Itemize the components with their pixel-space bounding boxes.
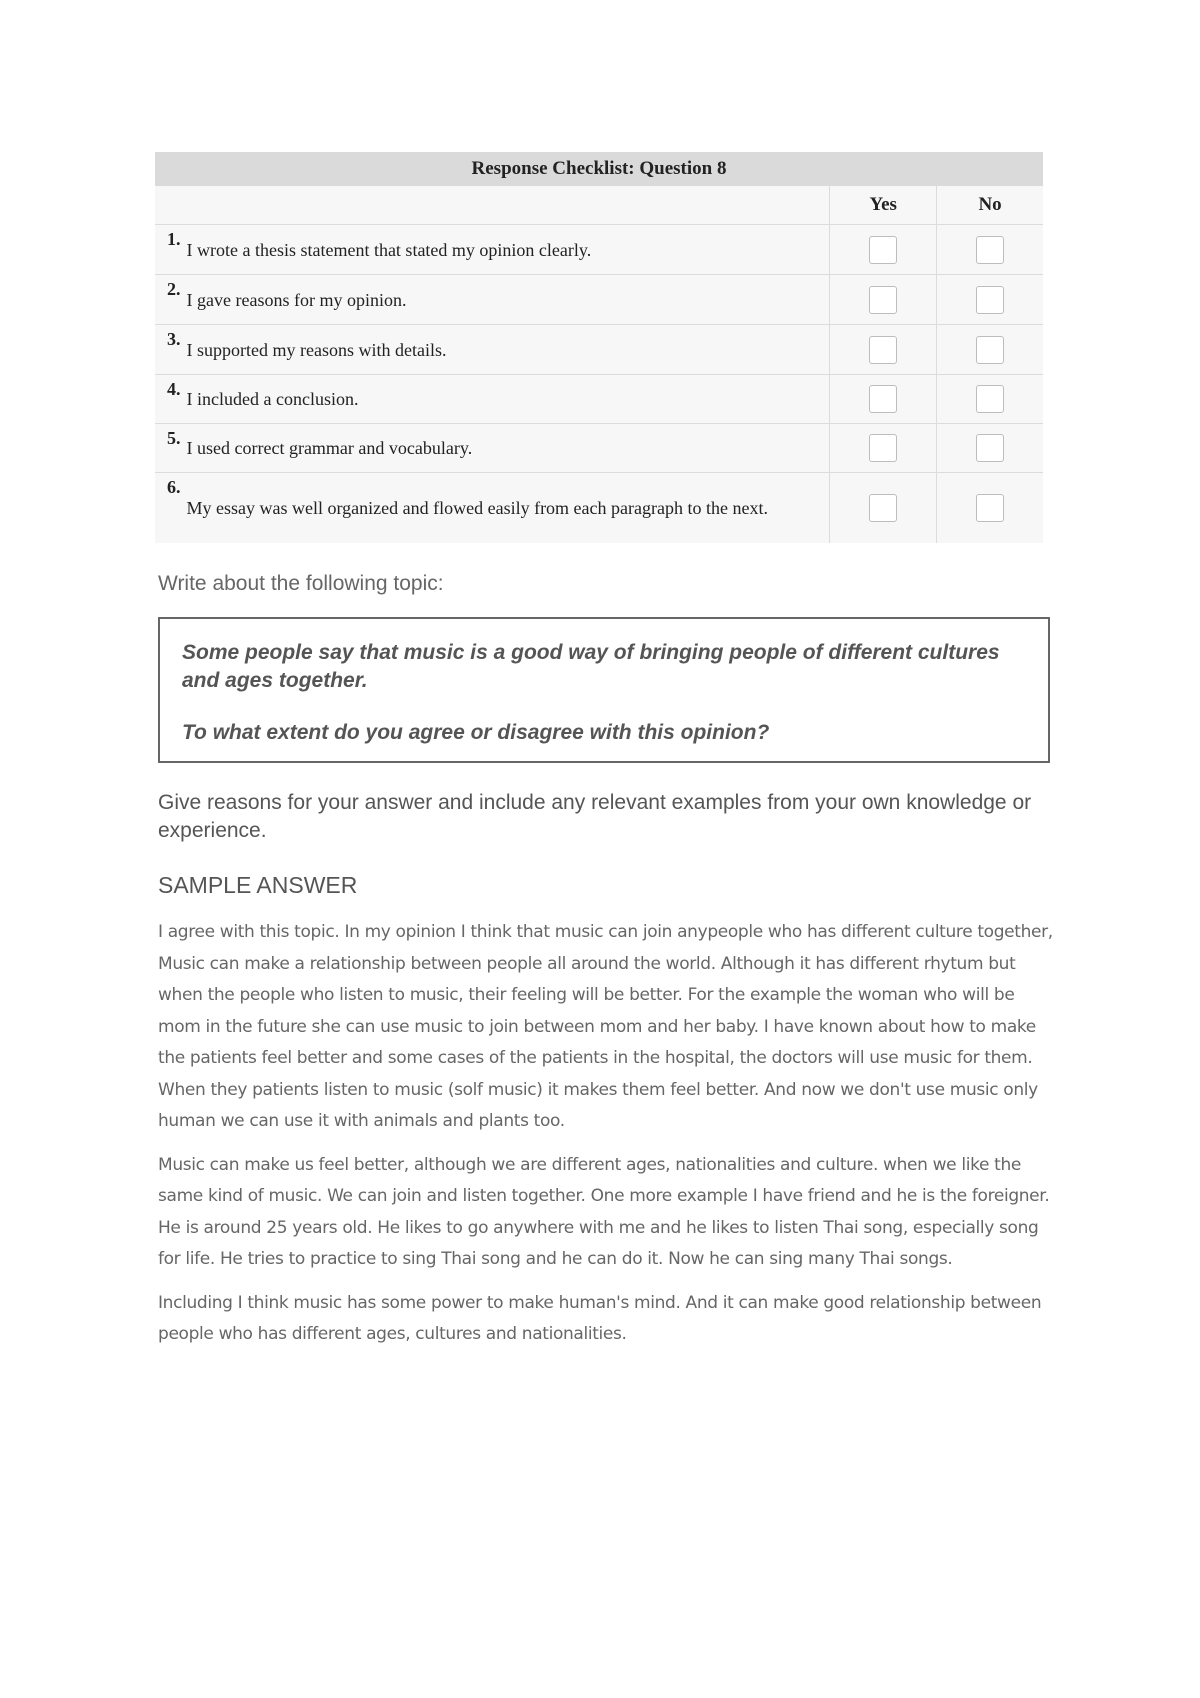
checklist-item — [155, 225, 830, 274]
item-text: I wrote a thesis statement that stated my opinion clearly. — [186, 239, 592, 260]
no-cell — [937, 275, 1043, 324]
item-header-cell — [155, 186, 830, 224]
checklist-item — [155, 325, 830, 374]
no-checkbox[interactable] — [976, 336, 1004, 364]
yes-checkbox[interactable] — [869, 385, 897, 413]
yes-checkbox[interactable] — [869, 494, 897, 522]
checklist-item — [155, 424, 830, 472]
sample-answer-heading: SAMPLE ANSWER — [158, 872, 358, 898]
item-number: 2. — [167, 279, 181, 299]
topic-question: To what extent do you agree or disagree with this opinion? — [182, 721, 770, 744]
no-cell — [937, 225, 1043, 274]
no-column-header: No — [978, 194, 1002, 215]
checklist-header-row — [155, 186, 1043, 225]
yes-cell — [830, 325, 937, 374]
item-text: I included a conclusion. — [186, 389, 359, 409]
no-checkbox[interactable] — [976, 385, 1004, 413]
item-text: I supported my reasons with details. — [186, 339, 447, 360]
yes-checkbox[interactable] — [869, 236, 897, 264]
checklist-row — [155, 325, 1043, 375]
item-text: My essay was well organized and flowed easily from each paragraph to the next. — [186, 498, 768, 518]
no-cell — [937, 473, 1043, 543]
yes-checkbox[interactable] — [869, 286, 897, 314]
yes-cell — [830, 225, 937, 274]
yes-cell — [830, 275, 937, 324]
item-text: I gave reasons for my opinion. — [186, 289, 407, 310]
response-checklist — [155, 152, 1043, 543]
sample-answer — [158, 917, 1058, 1363]
checklist-row — [155, 225, 1043, 275]
no-checkbox[interactable] — [976, 286, 1004, 314]
no-cell — [937, 375, 1043, 423]
answer-paragraph: Music can make us feel better, although we are different ages, nationalities and culture. when we like the same kind of music. We can join and listen together. One more example I have friend and he is the foreigner. He is around 25 years old. He likes to go anywhere with me and he likes to listen Thai song, especially song for life. He tries to practice to sing Thai song and he can do it. Now he can sing many Thai songs. — [158, 1154, 1050, 1269]
checklist-row — [155, 424, 1043, 473]
item-number: 4. — [167, 379, 181, 399]
yes-column-header: Yes — [830, 186, 937, 224]
checklist-row — [155, 375, 1043, 424]
checklist-item — [155, 275, 830, 324]
instructions: Give reasons for your answer and include any relevant examples from your own knowledge or experience. — [158, 791, 1032, 842]
topic-statement: Some people say that music is a good way of bringing people of different cultures and ages together. — [182, 641, 1000, 692]
yes-cell — [830, 375, 937, 423]
topic-box — [158, 617, 1050, 763]
checklist-row — [155, 275, 1043, 325]
no-checkbox[interactable] — [976, 434, 1004, 462]
yes-cell — [830, 424, 937, 472]
checklist-title: Response Checklist: Question 8 — [155, 152, 1043, 186]
item-number: 6. — [167, 477, 181, 497]
item-text: I used correct grammar and vocabulary. — [186, 438, 473, 458]
no-cell — [937, 325, 1043, 374]
answer-paragraph: I agree with this topic. In my opinion I think that music can join anypeople who has different culture together, Music can make a relationship between people all around the world. Although it has different rhytum but when the people who listen to music, their feeling will be better. For the example the woman who will be mom in the future she can use music to join between mom and her baby. I have known about how to make the patients feel better and some cases of the patients in the hospital, the doctors will use music for them. When they patients listen to music (solf music) it makes them feel better. And now we don't use music only human we can use it with animals and plants too. — [158, 922, 1053, 1131]
item-number: 5. — [167, 428, 181, 448]
checklist-item — [155, 473, 830, 543]
no-cell — [937, 424, 1043, 472]
yes-checkbox[interactable] — [869, 336, 897, 364]
no-checkbox[interactable] — [976, 236, 1004, 264]
yes-cell — [830, 473, 937, 543]
item-number: 1. — [167, 229, 181, 249]
prompt-intro: Write about the following topic: — [158, 572, 444, 595]
checklist-row — [155, 473, 1043, 543]
checklist-item — [155, 375, 830, 423]
item-number: 3. — [167, 329, 181, 349]
no-checkbox[interactable] — [976, 494, 1004, 522]
yes-checkbox[interactable] — [869, 434, 897, 462]
answer-paragraph: Including I think music has some power to make human's mind. And it can make good relationship between people who has different ages, cultures and nationalities. — [158, 1292, 1042, 1344]
